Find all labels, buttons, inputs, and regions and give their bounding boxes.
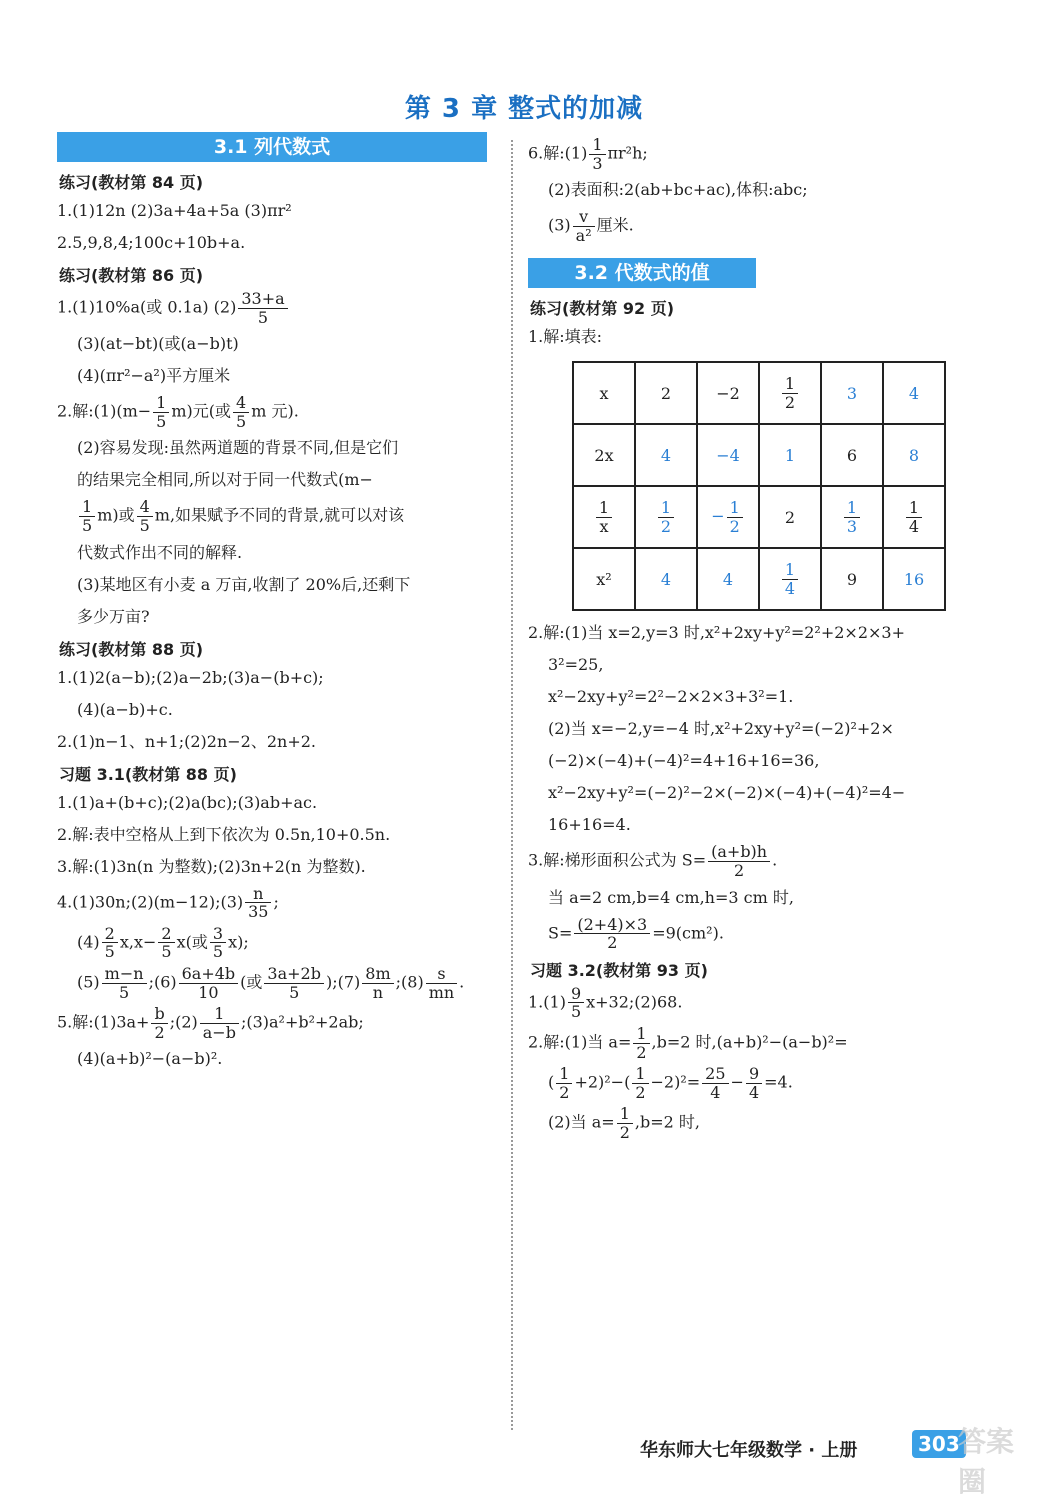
exercise-heading: 习题 3.2(教材第 93 页) xyxy=(530,960,708,980)
table-cell: −4 xyxy=(697,424,759,486)
answer-line: 多少万亩? xyxy=(77,606,150,626)
table-row xyxy=(573,486,945,548)
page-number: 303 xyxy=(912,1430,966,1458)
answer-line: 代数式作出不同的解释. xyxy=(77,542,243,562)
answer-line: (3) $\frac{v}{\text{a²}}$ 厘米. xyxy=(548,207,634,245)
chapter-title: 第 3 章 整式的加减 xyxy=(404,94,644,124)
answer-line: 1.(1) $\frac{9}{5}$ x+32;(2)68. xyxy=(528,983,683,1022)
answer-line: (2)容易发现:虽然两道题的背景不同,但是它们 xyxy=(77,438,399,458)
answer-line: 4.(1)30n;(2)(m−12);(3) $\frac{n}{35}$ ; xyxy=(57,883,279,922)
answer-line: (4)(πr²−a²)平方厘米 xyxy=(77,366,231,386)
table-cell: $\frac{1}{4}$ xyxy=(883,486,945,548)
answer-line: 2.解:(1)当 x=2,y=3 时,x²+2xy+y²=2²+2×2×3+ xyxy=(528,623,906,643)
table-cell: 2x xyxy=(573,424,635,486)
right-column xyxy=(528,132,968,1146)
table-cell: 9 xyxy=(821,548,883,610)
table-cell: 3 xyxy=(821,362,883,424)
table-cell: 4 xyxy=(635,424,697,486)
answer-line: S= $\frac{(2+4)\times 3}{2}$ =9(cm²). xyxy=(548,914,724,953)
answer-line: ( $\frac{1}{2}$ +2)²−( $\frac{1}{2}$ −2)²= $\frac{25}{4}$ − $\frac{9}{4}$ =4. xyxy=(548,1064,793,1102)
table-cell: 8 xyxy=(883,424,945,486)
table-cell: $\frac{1}{4}$ xyxy=(759,548,821,610)
table-cell: 16 xyxy=(883,548,945,610)
answer-line: 6.解:(1) $\frac{1}{3}$ πr²h; xyxy=(528,135,648,173)
answer-line: 3²=25, xyxy=(548,655,604,675)
answer-line: 2.5,9,8,4;100c+10b+a. xyxy=(57,233,246,252)
answer-line: 1.(1)a+(b+c);(2)a(bc);(3)ab+ac. xyxy=(57,792,318,812)
column-divider xyxy=(511,140,513,1430)
answer-line: 3.解:梯形面积公式为 S= $\frac{(a+b)h}{2}$ . xyxy=(528,842,778,880)
answer-line: 2.解:(1)(m− $\frac{1}{5}$ m)元(或 $\frac{4}{5}$ m 元). xyxy=(57,393,299,431)
table-row xyxy=(573,548,945,610)
table-cell: 4 xyxy=(883,362,945,424)
table-cell: x² xyxy=(573,548,635,610)
answer-line: 16+16=4. xyxy=(548,815,631,835)
exercise-heading: 习题 3.1(教材第 88 页) xyxy=(59,764,237,784)
exercise-heading: 练习(教材第 86 页) xyxy=(59,266,204,285)
table-cell: $\frac{1}{2}$ xyxy=(635,486,697,548)
table-cell: $\frac{1}{3}$ xyxy=(821,486,883,548)
value-table xyxy=(572,361,946,611)
table-cell: $\frac{1}{x}$ xyxy=(573,486,635,548)
table-cell: 4 xyxy=(697,548,759,610)
answer-line: (4) $\frac{2}{5}$ x,x− $\frac{2}{5}$ x(或 $\frac{3}{5}$ x); xyxy=(77,923,249,962)
table-cell: −2 xyxy=(697,362,759,424)
answer-line: (2)当 x=−2,y=−4 时,x²+2xy+y²=(−2)²+2× xyxy=(548,719,894,739)
table-row xyxy=(573,424,945,486)
book-title-footer: 华东师大七年级数学 · 上册 xyxy=(640,1440,858,1461)
answer-line: 1.(1)12n (2)3a+4a+5a (3)πr² xyxy=(57,201,292,220)
table-cell: x xyxy=(573,362,635,424)
answer-line: x²−2xy+y²=(−2)²−2×(−2)×(−4)+(−4)²=4− xyxy=(548,783,906,803)
answer-line: 当 a=2 cm,b=4 cm,h=3 cm 时, xyxy=(548,887,794,907)
table-cell: 4 xyxy=(635,548,697,610)
answer-line: (3)某地区有小麦 a 万亩,收割了 20%后,还剩下 xyxy=(77,574,411,594)
table-cell: 2 xyxy=(759,486,821,548)
answer-line: 1.解:填表: xyxy=(528,327,603,347)
exercise-heading: 练习(教材第 92 页) xyxy=(530,299,675,319)
answer-line: 3.解:(1)3n(n 为整数);(2)3n+2(n 为整数). xyxy=(57,856,366,876)
section-banner-3-1: 3.1 列代数式 xyxy=(57,132,487,162)
watermark: 答案圈 xyxy=(958,1425,1015,1498)
answer-line: 的结果完全相同,所以对于同一代数式(m− xyxy=(77,470,373,490)
answer-line: $\frac{1}{5}$ m)或 $\frac{4}{5}$ m,如果赋予不同的背景,就可以对该 xyxy=(57,498,487,534)
table-cell: 1 xyxy=(759,424,821,486)
answer-line: (4)(a+b)²−(a−b)². xyxy=(77,1049,223,1069)
table-cell: 6 xyxy=(821,424,883,486)
left-column xyxy=(57,132,487,1077)
answer-line: (2)表面积:2(ab+bc+ac),体积:abc; xyxy=(548,180,808,200)
answer-line: 2.解:表中空格从上到下依次为 0.5n,10+0.5n. xyxy=(57,824,391,844)
exercise-heading: 练习(教材第 84 页) xyxy=(59,173,204,192)
answer-line: (4)(a−b)+c. xyxy=(77,699,173,719)
answer-line: (5) $\frac{m-n}{5}$ ;(6) $\frac{6a+4b}{10}$ (或 $\frac{3a+2b}{5}$ );(7) $\frac{8m}{n}$ ;(8) $\frac{s}{mn}$ . xyxy=(77,963,465,1002)
answer-line: 2.(1)n−1、n+1;(2)2n−2、2n+2. xyxy=(57,731,316,751)
answer-line: x²−2xy+y²=2²−2×2×3+3²=1. xyxy=(548,687,794,707)
answer-line: 5.解:(1)3a+ $\frac{b}{2}$ ;(2) $\frac{1}{a-b}$ ;(3)a²+b²+2ab; xyxy=(57,1004,364,1042)
table-cell: $\frac{1}{2}$ xyxy=(759,362,821,424)
exercise-heading: 练习(教材第 88 页) xyxy=(59,639,204,659)
answer-line: 1.(1)10%a(或 0.1a) (2) $\frac{33+a}{5}$ xyxy=(57,290,487,326)
answer-line: (2)当 a= $\frac{1}{2}$ ,b=2 时, xyxy=(548,1104,700,1142)
section-banner-3-2: 3.2 代数式的值 xyxy=(528,258,756,288)
answer-line: (3)(at−bt)(或(a−b)t) xyxy=(77,334,239,354)
answer-line: (−2)×(−4)+(−4)²=4+16+16=36, xyxy=(548,751,820,771)
answer-line: 1.(1)2(a−b);(2)a−2b;(3)a−(b+c); xyxy=(57,667,324,687)
table-row xyxy=(573,362,945,424)
table-cell: 2 xyxy=(635,362,697,424)
table-cell: − $\frac{1}{2}$ xyxy=(697,486,759,548)
answer-line: 2.解:(1)当 a= $\frac{1}{2}$ ,b=2 时,(a+b)²−(a−b)²= xyxy=(528,1023,848,1062)
